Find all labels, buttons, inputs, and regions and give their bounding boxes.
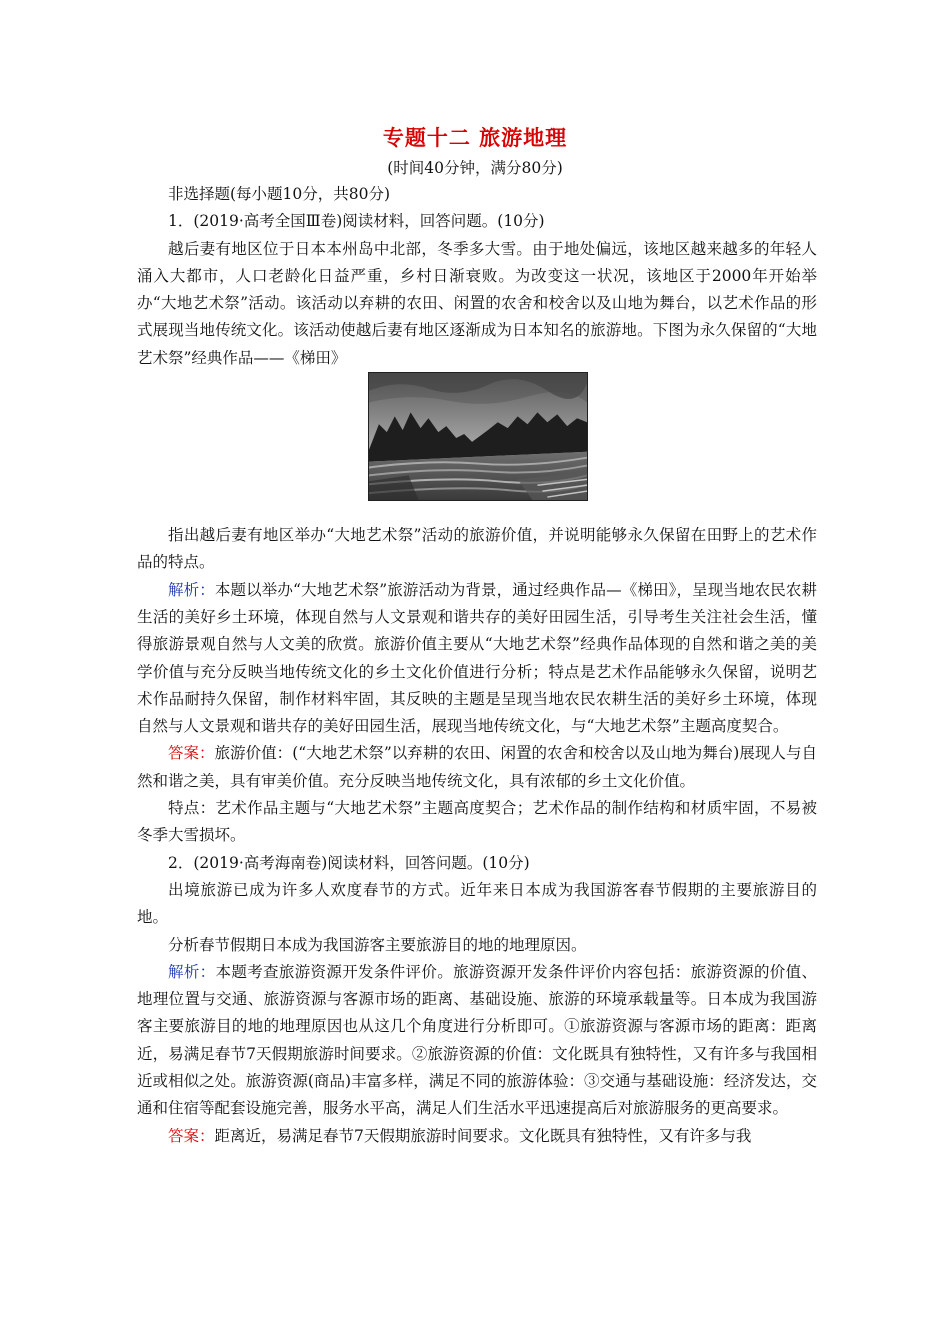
page-title: 专题十二 旅游地理	[382, 125, 568, 150]
q2-answer	[137, 1123, 817, 1150]
q2-analysis	[137, 959, 817, 1123]
q1-material: 越后妻有地区位于日本本州岛中北部，冬季多大雪。由于地处偏远，该地区越来越多的年轻人涌入大都市，人口老龄化日益严重，乡村日渐衰败。为改变这一状况，该地区于2000年开始举办“大地艺术祭”活动。该活动以弃耕的农田、闲置的农舍和校舍以及山地为舞台，以艺术作品的形式展现当地传统文化。该活动使越后妻有地区逐渐成为日本知名的旅游地。下图为永久保留的“大地艺术祭”经典作品——《梯田》	[137, 239, 817, 367]
q2-analysis-text: 本题考查旅游资源开发条件评价。旅游资源开发条件评价内容包括：旅游资源的价值、地理位置与交通、旅游资源与客源市场的距离、基础设施、旅游的环境承载量等。日本成为我国游客主要旅游目的地的地理原因也从这几个角度进行分析即可。①旅游资源与客源市场的距离：距离近，易满足春节7天假期旅游时间要求。②旅游资源的价值：文化既具有独特性，又有许多与我国相近或相似之处。旅游资源(商品)丰富多样，满足不同的旅游体验：③交通与基础设施：经济发达，交通和住宿等配套设施完善，服务水平高，满足人们生活水平迅速提高后对旅游服务的更高要求。	[137, 962, 817, 1118]
q1-question: 指出越后妻有地区举办“大地艺术祭”活动的旅游价值，并说明能够永久保留在田野上的艺术作品的特点。	[137, 526, 817, 572]
q2-material: 出境旅游已成为许多人欢度春节的方式。近年来日本成为我国游客春节假期的主要旅游目的地。	[137, 880, 817, 927]
section-heading: 非选择题(每小题10分，共80分)	[168, 185, 391, 203]
q1-answer-label: 答案：	[168, 744, 215, 763]
q1-figure	[137, 372, 817, 522]
page-subtitle: (时间40分钟，满分80分)	[387, 159, 563, 177]
q1-answer-text-1: 旅游价值：(“大地艺术祭”以弃耕的农田、闲置的农舍和校舍以及山地为舞台)展现人与自然和谐之美，具有审美价值。充分反映当地传统文化，具有浓郁的乡土文化价值。	[137, 744, 817, 790]
document-body	[137, 181, 817, 1150]
q2-header: 2．(2019·高考海南卷)阅读材料，回答问题。(10分)	[168, 853, 530, 872]
q2-answer-text: 距离近，易满足春节7天假期旅游时间要求。文化既具有独特性，又有许多与我	[214, 1126, 752, 1145]
q1-analysis-text: 本题以举办“大地艺术祭”旅游活动为背景，通过经典作品—《梯田》，呈现当地农民农耕生活的美好乡土环境，体现自然与人文景观和谐共存的美好田园生活，引导考生关注社会生活，懂得旅游景观自然与人文美的欣赏。旅游价值主要从“大地艺术祭”经典作品体现的自然和谐之美的美学价值与充分反映当地传统文化的乡土文化价值进行分析；特点是艺术作品能够永久保留，说明艺术作品耐持久保留，制作材料牢固，其反映的主题是呈现当地农民农耕生活的美好乡土环境，体现自然与人文景观和谐共存的美好田园生活，展现当地传统文化，与“大地艺术祭”主题高度契合。	[137, 580, 817, 736]
q1-header: 1．(2019·高考全国Ⅲ卷)阅读材料，回答问题。(10分)	[168, 212, 545, 231]
q1-answer-2: 特点：艺术作品主题与“大地艺术祭”主题高度契合；艺术作品的制作结构和材质牢固，不易被冬季大雪损坏。	[137, 799, 817, 845]
terraced-field-photo	[368, 372, 588, 501]
q2-question: 分析春节假期日本成为我国游客主要旅游目的地的地理原因。	[168, 935, 587, 954]
q1-analysis	[137, 577, 817, 741]
q1-answer	[137, 740, 817, 795]
q2-answer-label: 答案：	[168, 1126, 215, 1145]
q2-analysis-label: 解析：	[168, 962, 216, 981]
q1-analysis-label: 解析：	[168, 580, 215, 599]
